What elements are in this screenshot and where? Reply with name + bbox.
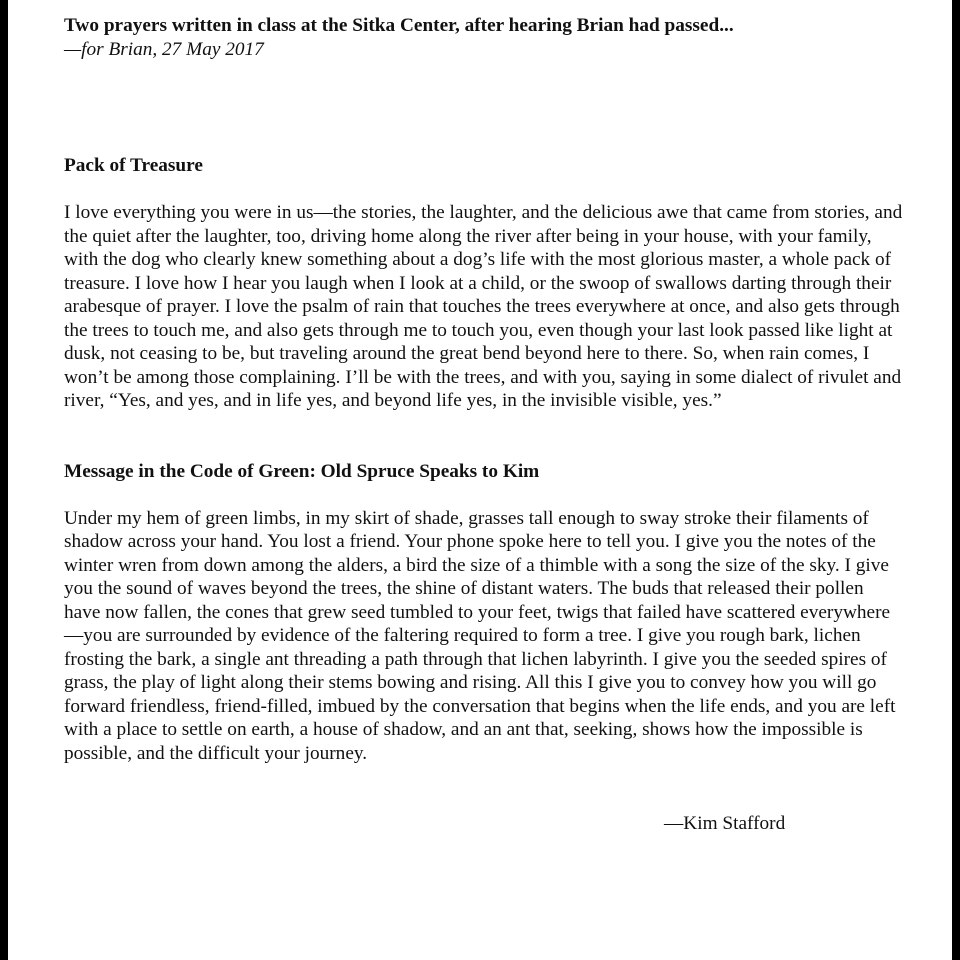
document-title: Two prayers written in class at the Sitka Center, after hearing Brian had passed... — [64, 15, 734, 36]
poem-title-message-in-the-code-of-green: Message in the Code of Green: Old Spruce Speaks to Kim — [64, 460, 540, 482]
dedication-line: —for Brian, 27 May 2017 — [64, 38, 264, 60]
spacer — [64, 178, 904, 202]
document-body — [64, 14, 904, 836]
spacer — [64, 765, 904, 812]
poem-title-pack-of-treasure: Pack of Treasure — [64, 155, 203, 176]
spacer — [64, 483, 904, 507]
poem-body-message-in-the-code-of-green: Under my hem of green limbs, in my skirt of shade, grasses tall enough to sway stroke their filaments of shadow across your hand. You lost a friend. Your phone spoke here to tell you. I give you the notes of the winter wren from down among the alders, a bird the size of a thimble with a song the size of the sky. I give you the sound of waves beyond the trees, the shine of distant waters. The buds that released their pollen have now fallen, the cones that grew seed tumbled to your feet, twigs that failed have scattered everywhere—you are surrounded by evidence of the faltering required to form a tree. I give you rough bark, lichen frosting the bark, a single ant threading a path through that lichen labyrinth. I give you the seeded spires of grass, the play of light along their stems bowing and rising. All this I give you to convey how you will go forward friendless, friend-filled, imbued by the conversation that begins when the life ends, and you are left with a place to settle on earth, a house of shadow, and an ant that, seeking, shows how the impossible is possible, and the difficult your journey. — [64, 507, 896, 764]
spacer — [64, 61, 904, 154]
document-page — [8, 0, 952, 960]
poem-body-pack-of-treasure: I love everything you were in us—the stories, the laughter, and the delicious awe that came from stories, and the quiet after the laughter, too, driving home along the river after being in your house, with your family, with the dog who clearly knew something about a dog’s life with the most glorious master, a whole pack of treasure. I love how I hear you laugh when I look at a child, or the swoop of swallows darting through their arabesque of prayer. I love the psalm of rain that touches the trees everywhere at once, and also gets through the trees to touch me, and also gets through me to touch you, even though your last look passed like light at dusk, not ceasing to be, but traveling around the great bend beyond here to there. So, when rain comes, I won’t be among those complaining. I’ll be with the trees, and with you, saying in some dialect of rivulet and river, “Yes, and yes, and in life yes, and beyond life yes, in the invisible visible, yes.” — [64, 202, 903, 411]
spacer — [64, 413, 904, 460]
author-signature: —Kim Stafford — [664, 813, 786, 834]
